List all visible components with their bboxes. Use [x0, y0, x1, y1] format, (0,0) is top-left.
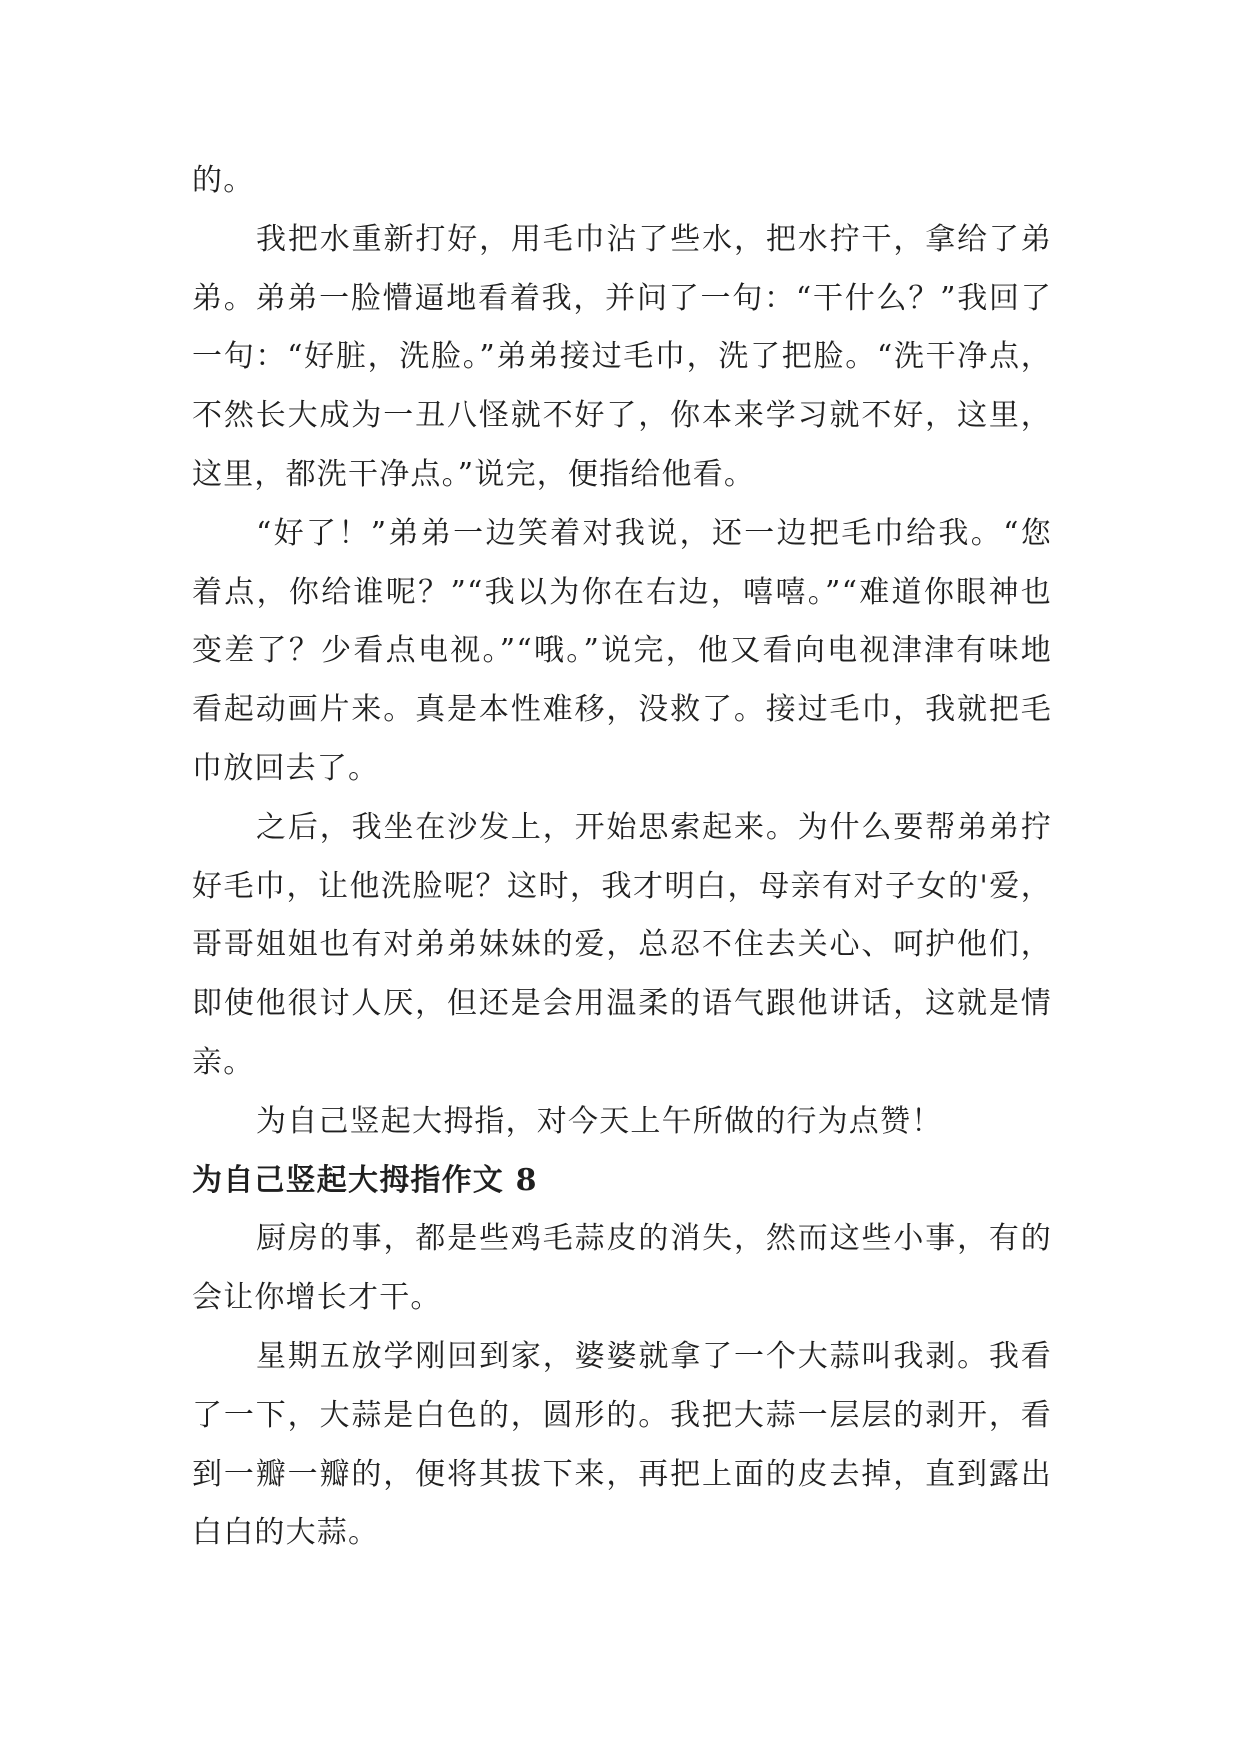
paragraph-1: 的。: [192, 163, 255, 198]
section-heading: 为自己竖起大拇指作文 8: [192, 1162, 538, 1198]
paragraph-3: “好了！”弟弟一边笑着对我说，还一边把毛巾给我。“您着点，你给谁呢？”“我以为你在右边，嘻嘻。”“难道你眼神也变差了？少看点电视。”“哦。”说完，他又看向电视津津有味地看起动画片来。真是本性难移，没救了。接过毛巾，我就把毛巾放回去了。: [192, 515, 1052, 786]
paragraph-4: 之后，我坐在沙发上，开始思索起来。为什么要帮弟弟拧好毛巾，让他洗脸呢？这时，我才明白，母亲有对子女的'爱，哥哥姐姐也有对弟弟妹妹的爱，总忍不住去关心、呵护他们，即使他很讨人厌，但还是会用温柔的语气跟他讲话，这就是情亲。: [192, 809, 1052, 1080]
paragraph-6: 厨房的事，都是些鸡毛蒜皮的消失，然而这些小事，有的会让你增长才干。: [192, 1221, 1052, 1316]
paragraph-5: 为自己竖起大拇指，对今天上午所做的行为点赞！: [256, 1103, 943, 1139]
document-body: [192, 152, 1052, 1563]
paragraph-7: 星期五放学刚回到家，婆婆就拿了一个大蒜叫我剥。我看了一下，大蒜是白色的，圆形的。我把大蒜一层层的剥开，看到一瓣一瓣的，便将其拔下来，再把上面的皮去掉，直到露出白白的大蒜。: [192, 1338, 1052, 1551]
paragraph-2: 我把水重新打好，用毛巾沾了些水，把水拧干，拿给了弟弟。弟弟一脸懵逼地看着我，并问了一句：“干什么？”我回了一句：“好脏，洗脸。”弟弟接过毛巾，洗了把脸。“洗干净点，不然长大成为一丑八怪就不好了，你本来学习就不好，这里，这里，都洗干净点。”说完，便指给他看。: [192, 221, 1052, 492]
